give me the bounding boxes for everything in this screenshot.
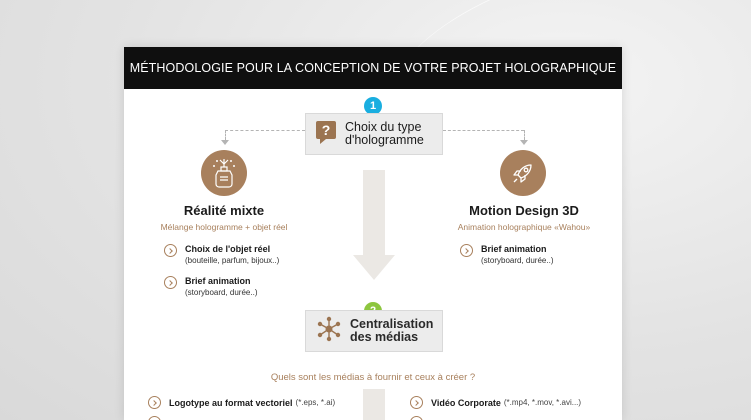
media-title: Logotype au format vectoriel bbox=[169, 397, 293, 408]
item-title: Brief animation bbox=[185, 276, 251, 286]
list-item bbox=[164, 244, 279, 266]
step-2-title-line1: Centralisation bbox=[350, 317, 434, 331]
item-title: Brief animation bbox=[481, 244, 547, 254]
item-detail: (storyboard, durée..) bbox=[185, 288, 258, 297]
question-bubble-icon bbox=[315, 120, 337, 149]
right-column-subtitle: Animation holographique «Wahou» bbox=[457, 222, 591, 232]
dashed-connector-left bbox=[225, 130, 305, 131]
media-title: Vidéo Corporate bbox=[431, 397, 501, 408]
network-icon bbox=[316, 316, 342, 347]
flow-arrow-shaft-lower bbox=[363, 389, 385, 420]
chevron-right-icon bbox=[164, 276, 177, 289]
flow-arrow-head bbox=[353, 255, 395, 280]
step-2-box bbox=[305, 310, 443, 352]
methodology-document bbox=[124, 47, 622, 420]
dashed-connector-right bbox=[443, 130, 524, 131]
media-item bbox=[410, 396, 581, 409]
step-2-title-line2: des médias bbox=[350, 330, 419, 344]
chevron-right-icon bbox=[148, 396, 161, 409]
media-item bbox=[148, 396, 335, 409]
rocket-icon bbox=[500, 150, 546, 196]
step-1-number: 1 bbox=[369, 100, 377, 112]
media-question: Quels sont les médias à fournir et ceux à créer ? bbox=[270, 372, 476, 383]
left-column-subtitle: Mélange hologramme + objet réel bbox=[160, 222, 288, 232]
connector-arrowhead-right bbox=[520, 140, 528, 145]
perfume-bottle-icon bbox=[201, 150, 247, 196]
chevron-right-icon bbox=[164, 244, 177, 257]
dashed-connector-right-down bbox=[524, 130, 525, 140]
connector-arrowhead-left bbox=[221, 140, 229, 145]
page-title: MÉTHODOLOGIE POUR LA CONCEPTION DE VOTRE PROJET HOLOGRAPHIQUE bbox=[129, 61, 617, 75]
item-detail: (bouteille, parfum, bijoux..) bbox=[185, 256, 280, 265]
list-item bbox=[164, 276, 257, 298]
flow-arrow-shaft bbox=[363, 170, 385, 255]
chevron-right-icon bbox=[460, 244, 473, 257]
media-extensions: (*.eps, *.ai) bbox=[295, 398, 336, 407]
chevron-right-icon bbox=[148, 416, 161, 420]
step-1-title-line2: d'hologramme bbox=[345, 133, 424, 147]
item-detail: (storyboard, durée..) bbox=[481, 256, 554, 265]
right-column-title: Motion Design 3D bbox=[469, 203, 579, 218]
media-extensions: (*.mp4, *.mov, *.avi...) bbox=[503, 398, 582, 407]
item-title: Choix de l'objet réel bbox=[185, 244, 271, 254]
svg-text:?: ? bbox=[321, 121, 331, 138]
step-1-box bbox=[305, 113, 443, 155]
chevron-right-icon bbox=[410, 396, 423, 409]
chevron-right-icon bbox=[410, 416, 423, 420]
list-item bbox=[460, 244, 553, 266]
step-1-title-line1: Choix du type bbox=[345, 120, 422, 134]
dashed-connector-left-down bbox=[225, 130, 226, 140]
header-banner bbox=[124, 47, 622, 89]
left-column-title: Réalité mixte bbox=[183, 203, 265, 218]
